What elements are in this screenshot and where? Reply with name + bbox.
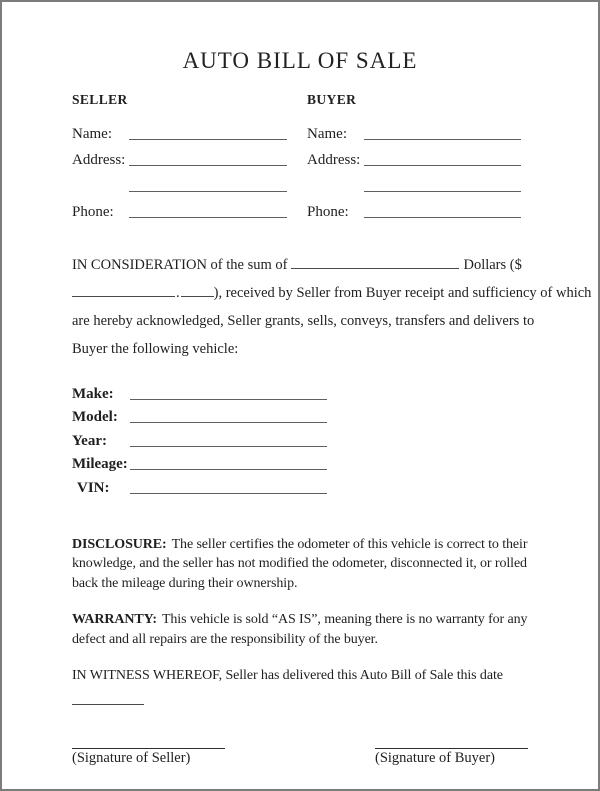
consideration-line-4 xyxy=(72,335,528,363)
vehicle-mileage-row xyxy=(72,450,528,474)
seller-name-line xyxy=(129,139,287,140)
document-title: AUTO BILL OF SALE xyxy=(182,48,418,73)
buyer-address-row xyxy=(307,143,528,169)
parties-section xyxy=(72,92,528,221)
warranty-paragraph xyxy=(72,610,540,649)
consideration-line-1 xyxy=(72,251,528,279)
buyer-signature-caption: (Signature of Buyer) xyxy=(375,749,495,766)
seller-address2-line xyxy=(129,191,287,192)
seller-signature-block xyxy=(72,737,225,767)
buyer-column xyxy=(307,92,528,221)
vehicle-section xyxy=(72,379,528,497)
buyer-address2-line xyxy=(364,191,521,192)
vehicle-year-line xyxy=(130,446,327,447)
seller-phone-label: Phone: xyxy=(72,204,114,220)
consideration-text-2: ), received by Seller from Buyer receipt and sufficiency of which xyxy=(213,285,592,301)
vehicle-model-label: Model: xyxy=(72,409,118,425)
vehicle-vin-row xyxy=(72,473,528,497)
vehicle-mileage-line xyxy=(130,469,327,470)
amount-dollars-blank xyxy=(72,284,175,297)
seller-phone-line xyxy=(129,217,287,218)
witness-paragraph xyxy=(72,666,540,705)
disclosure-body: The seller certifies the odometer of this vehicle is correct to their knowledge, and the seller has not modified the odometer, disconnected it, or rolled back the mileage during their ownership. xyxy=(72,536,528,591)
witness-text: IN WITNESS WHEREOF, Seller has delivered this Auto Bill of Sale this date xyxy=(72,668,503,683)
seller-name-label: Name: xyxy=(72,126,112,142)
vehicle-make-row xyxy=(72,379,528,403)
date-blank xyxy=(72,692,144,705)
consideration-text-3: are hereby acknowledged, Seller grants, sells, conveys, transfers and delivers to xyxy=(72,313,535,329)
consideration-text-1: IN CONSIDERATION of the sum of xyxy=(72,257,288,273)
buyer-header: BUYER xyxy=(307,92,357,107)
consideration-line-2 xyxy=(72,279,592,307)
seller-address-row xyxy=(72,143,307,169)
seller-address-label: Address: xyxy=(72,152,126,168)
buyer-phone-label: Phone: xyxy=(307,204,349,220)
warranty-heading: WARRANTY: xyxy=(72,612,157,627)
vehicle-year-label: Year: xyxy=(72,432,107,449)
buyer-signature-block xyxy=(375,737,528,767)
amount-cents-blank xyxy=(181,284,214,297)
vehicle-model-line xyxy=(130,422,327,423)
consideration-text-4: Buyer the following vehicle: xyxy=(72,341,239,357)
consideration-dollars-label: Dollars ($ xyxy=(463,257,522,273)
seller-address-line xyxy=(129,165,287,166)
vehicle-model-row xyxy=(72,403,528,427)
seller-signature-line xyxy=(72,737,225,749)
vehicle-vin-label: VIN: xyxy=(77,479,110,496)
consideration-line-3 xyxy=(72,307,535,335)
seller-column xyxy=(72,92,307,221)
disclosure-paragraph xyxy=(72,535,540,594)
buyer-address-line xyxy=(364,165,521,166)
vehicle-year-row xyxy=(72,426,528,450)
buyer-name-row xyxy=(307,117,528,143)
buyer-signature-line xyxy=(375,737,528,749)
seller-header: SELLER xyxy=(72,92,128,107)
buyer-address-label: Address: xyxy=(307,152,361,168)
buyer-name-line xyxy=(364,139,521,140)
buyer-address2-row xyxy=(307,169,528,195)
seller-address2-row xyxy=(72,169,307,195)
buyer-phone-line xyxy=(364,217,521,218)
signature-section xyxy=(72,737,528,767)
document-content xyxy=(2,48,598,767)
warranty-body: This vehicle is sold “AS IS”, meaning there is no warranty for any defect and all repairs are the responsibility of the buyer. xyxy=(72,612,528,647)
vehicle-make-label: Make: xyxy=(72,385,114,402)
vehicle-vin-line xyxy=(130,493,327,494)
vehicle-make-line xyxy=(130,399,327,400)
seller-name-row xyxy=(72,117,307,143)
buyer-name-label: Name: xyxy=(307,126,347,142)
vehicle-mileage-label: Mileage: xyxy=(72,456,128,472)
disclosure-heading: DISCLOSURE: xyxy=(72,536,167,552)
seller-signature-caption: (Signature of Seller) xyxy=(72,749,191,766)
amount-decimal-dot: . xyxy=(176,285,180,301)
amount-words-blank xyxy=(291,256,459,269)
buyer-phone-row xyxy=(307,195,528,221)
seller-phone-row xyxy=(72,195,307,221)
consideration-paragraph xyxy=(72,251,592,363)
